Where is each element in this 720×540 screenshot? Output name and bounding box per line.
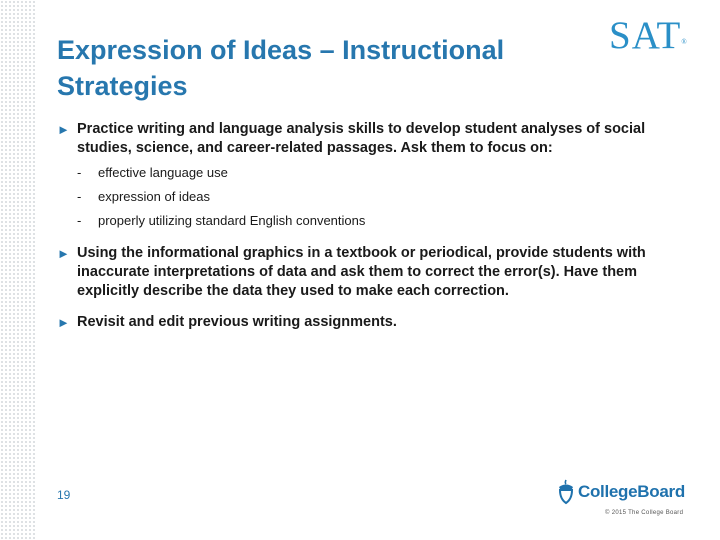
bullet-text: Practice writing and language analysis skills to develop student analyses of social studies, science, and career-related passages. Ask them to focus on: [77,121,646,156]
sub-item-text: properly utilizing standard English conventions [98,213,366,228]
bullet-item [57,120,667,158]
sub-item [77,188,667,206]
page-number: 19 [57,488,71,502]
slide-content [57,120,667,332]
slide-title: Expression of Ideas – Instructional Strategies [57,35,505,101]
sub-item [77,212,667,230]
bullet-item [57,244,667,301]
copyright-notice: © 2015 The College Board [605,510,684,516]
dash-marker: - [77,213,82,228]
college-board-logo [556,479,685,505]
triangle-bullet-icon: ► [57,122,70,137]
sub-item-text: expression of ideas [98,189,211,204]
dash-marker: - [77,165,82,180]
bullet-text: Revisit and edit previous writing assignments. [77,314,397,330]
sub-list [77,164,667,230]
dotted-pattern-strip [0,0,36,540]
sat-registered-mark: ® [681,38,687,46]
triangle-bullet-icon: ► [57,246,70,261]
sat-logo [609,14,687,58]
triangle-bullet-icon: ► [57,315,70,330]
acorn-icon [556,479,576,505]
bullet-item [57,313,667,332]
sub-item-text: effective language use [98,165,228,180]
college-board-wordmark: CollegeBoard [578,482,685,501]
sat-logo-text: SAT [609,14,682,57]
sub-item [77,164,667,182]
bullet-text: Using the informational graphics in a textbook or periodical, provide students with inaccurate interpretations of data and ask them to correct the error(s). Have them explicitly describe the data they used to make each correction. [77,245,646,299]
dash-marker: - [77,189,82,204]
